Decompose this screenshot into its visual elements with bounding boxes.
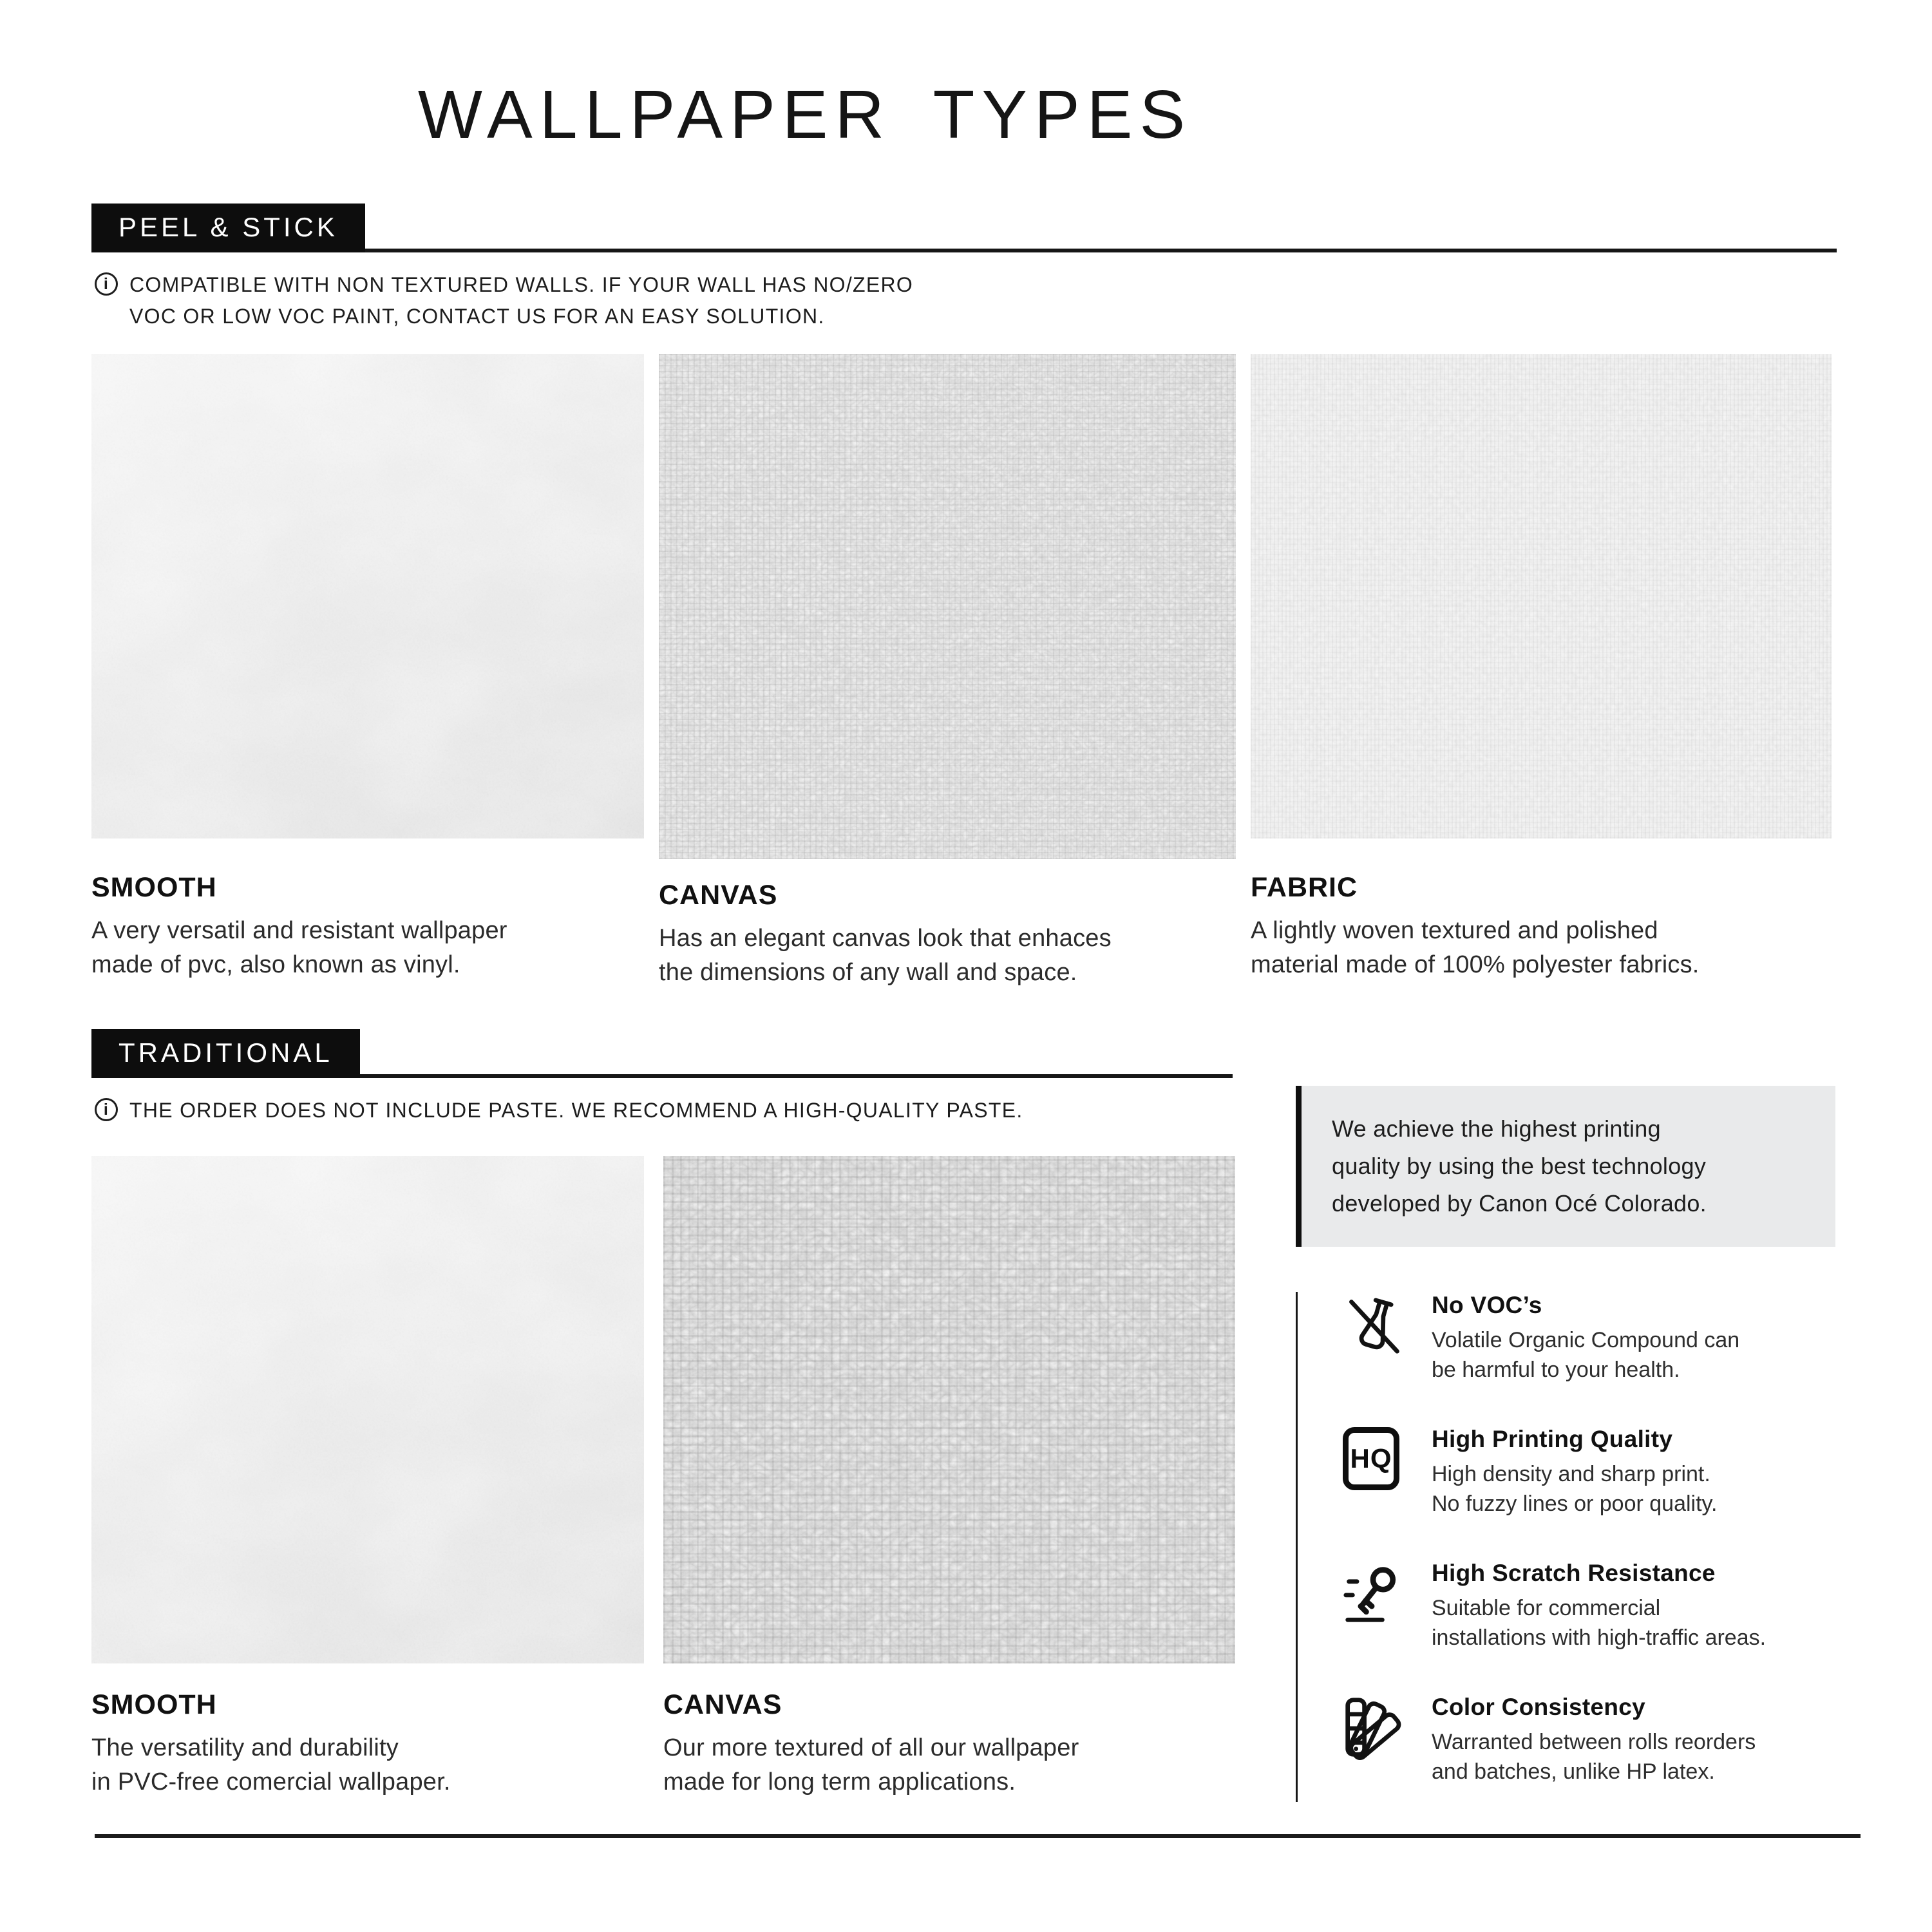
feature-title: High Scratch Resistance xyxy=(1432,1560,1716,1586)
traditional-note-text xyxy=(129,1095,1228,1126)
hq-badge-icon: HQ xyxy=(1343,1426,1405,1493)
key-scratch-icon xyxy=(1343,1560,1405,1627)
section-header-traditional xyxy=(91,1029,1233,1078)
peel-stick-note-text xyxy=(129,269,1061,332)
sample-name: SMOOTH xyxy=(91,1689,217,1720)
traditional-badge: TRADITIONAL xyxy=(91,1029,360,1078)
feature-title: Color Consistency xyxy=(1432,1694,1645,1720)
texture-sample-fabric xyxy=(1251,354,1832,838)
peel-stick-samples-row xyxy=(91,354,1832,990)
texture-sample-smooth xyxy=(91,1156,644,1663)
sample-description: The versatility and durability in PVC-free comercial wallpaper. xyxy=(91,1734,451,1795)
texture-sample-canvas xyxy=(663,1156,1235,1663)
feature-description: Warranted between rolls reorders and batches, unlike HP latex. xyxy=(1432,1730,1756,1784)
color-swatches-icon xyxy=(1343,1694,1405,1761)
feature-no-voc xyxy=(1343,1292,1835,1385)
info-icon: i xyxy=(95,1098,118,1121)
feature-high-printing-quality xyxy=(1343,1426,1835,1519)
feature-text xyxy=(1432,1560,1835,1653)
feature-color-consistency xyxy=(1343,1694,1835,1786)
sample-canvas-traditional xyxy=(663,1156,1235,1799)
note-line: COMPATIBLE WITH NON TEXTURED WALLS. IF YOUR WALL HAS NO/ZERO xyxy=(129,273,914,296)
sample-smooth-traditional xyxy=(91,1156,644,1799)
texture-sample-smooth xyxy=(91,354,644,838)
feature-text xyxy=(1432,1292,1835,1385)
traditional-samples-row xyxy=(91,1156,1235,1799)
sample-name: FABRIC xyxy=(1251,872,1358,903)
sample-caption xyxy=(659,880,1236,990)
peel-stick-badge: PEEL & STICK xyxy=(91,204,365,252)
section-header-peel-stick xyxy=(91,204,1837,252)
traditional-header-rule xyxy=(360,1074,1233,1078)
sample-caption xyxy=(91,1689,644,1799)
quality-sidebar xyxy=(1296,1086,1835,1802)
no-voc-flask-icon xyxy=(1343,1292,1405,1359)
note-line: THE ORDER DOES NOT INCLUDE PASTE. WE RECOMMEND A HIGH-QUALITY PASTE. xyxy=(129,1099,1023,1122)
sample-caption xyxy=(1251,872,1832,982)
feature-title: No VOC’s xyxy=(1432,1292,1542,1318)
sample-caption xyxy=(663,1689,1235,1799)
sample-name: SMOOTH xyxy=(91,872,217,903)
info-icon: i xyxy=(95,272,118,296)
sample-smooth-peel xyxy=(91,354,644,982)
feature-title: High Printing Quality xyxy=(1432,1426,1673,1452)
peel-stick-note xyxy=(95,269,1061,332)
feature-description: Suitable for commercial installations with high-traffic areas. xyxy=(1432,1596,1766,1650)
sample-description: A lightly woven textured and polished material made of 100% polyester fabrics. xyxy=(1251,917,1700,978)
feature-list xyxy=(1296,1292,1835,1802)
sample-description: A very versatil and resistant wallpaper made of pvc, also known as vinyl. xyxy=(91,917,507,978)
note-line: VOC OR LOW VOC PAINT, CONTACT US FOR AN EASY SOLUTION. xyxy=(129,305,825,328)
peel-stick-header-rule xyxy=(365,249,1837,252)
sample-name: CANVAS xyxy=(663,1689,782,1720)
texture-sample-canvas xyxy=(659,354,1236,859)
sample-canvas-peel xyxy=(659,354,1236,990)
feature-description: Volatile Organic Compound can be harmful to your health. xyxy=(1432,1328,1740,1382)
feature-description: High density and sharp print. No fuzzy lines or poor quality. xyxy=(1432,1462,1718,1516)
sample-description: Our more textured of all our wallpaper made for long term applications. xyxy=(663,1734,1079,1795)
sample-name: CANVAS xyxy=(659,880,778,911)
bottom-divider xyxy=(95,1834,1861,1838)
printing-quality-callout: We achieve the highest printing quality by using the best technology developed by Canon Océ Colorado. xyxy=(1296,1086,1835,1247)
feature-text xyxy=(1432,1426,1835,1519)
traditional-note xyxy=(95,1095,1228,1126)
sample-caption xyxy=(91,872,644,982)
feature-scratch-resistance xyxy=(1343,1560,1835,1653)
page-title: WALLPAPER TYPES xyxy=(417,77,1193,153)
feature-text xyxy=(1432,1694,1835,1786)
sample-description: Has an elegant canvas look that enhaces the dimensions of any wall and space. xyxy=(659,925,1112,986)
sample-fabric-peel xyxy=(1251,354,1832,982)
